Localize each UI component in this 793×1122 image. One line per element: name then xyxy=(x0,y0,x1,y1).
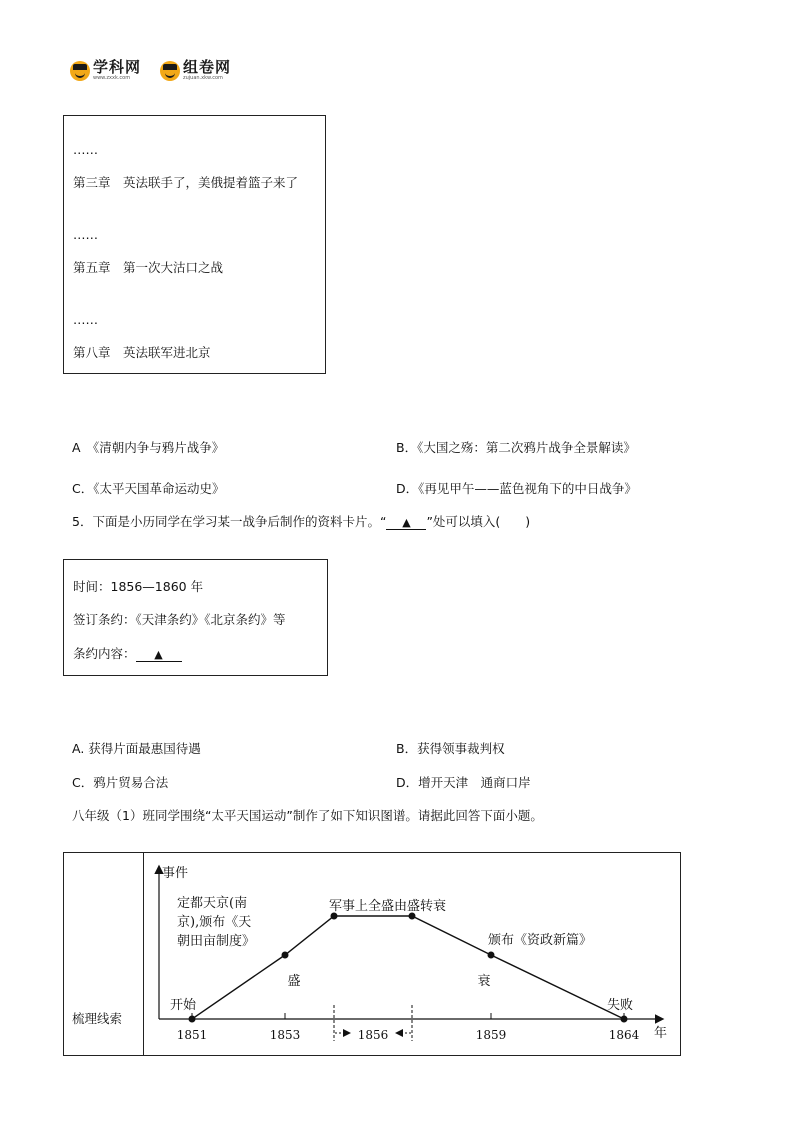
option-c[interactable]: C．鸦片贸易合法 xyxy=(72,775,169,790)
card-time: 时间：1856—1860 年 xyxy=(73,579,204,594)
tick-label: 1856 xyxy=(357,1028,389,1042)
zujuan-logo[interactable] xyxy=(160,60,231,81)
option-a[interactable]: A. 获得片面最惠国待遇 xyxy=(72,741,201,756)
chapter-list-box xyxy=(63,115,326,374)
logo-url: www.zxxk.com xyxy=(93,75,131,81)
event-point xyxy=(488,952,495,959)
intro-text: 八年级（1）班同学围绕“太平天国运动”制作了如下知识图谱。请据此回答下面小题。 xyxy=(72,808,543,823)
logo-name: 组卷网 xyxy=(183,58,232,76)
xueke-logo[interactable] xyxy=(70,60,141,81)
tick-label: 1859 xyxy=(475,1028,507,1042)
chapter-line: …… xyxy=(73,227,98,242)
chapter-line: …… xyxy=(73,142,98,157)
row-label: 梳理线索 xyxy=(72,1011,123,1026)
card-content xyxy=(73,644,182,662)
option-b[interactable]: B．获得领事裁判权 xyxy=(396,741,505,756)
option-c[interactable]: C．《太平天国革命运动史》 xyxy=(72,481,225,496)
option-a[interactable]: A 《清朝内争与鸦片战争》 xyxy=(72,440,225,455)
logo-url: zujuan.xkw.com xyxy=(183,75,223,81)
y-axis-label: 事件 xyxy=(162,866,189,881)
option-d[interactable]: D．增开天津 通商口岸 xyxy=(396,775,531,790)
answer-blank: ▲ xyxy=(386,516,426,530)
timeline-chart xyxy=(144,853,680,1055)
point-label: 军事上全盛 xyxy=(329,899,395,914)
event-point xyxy=(282,952,289,959)
question-5-stem xyxy=(72,512,530,530)
point-label: 由盛转衰 xyxy=(394,899,447,914)
info-card xyxy=(63,559,328,676)
trend-line xyxy=(192,916,624,1019)
chapter-line: …… xyxy=(73,312,98,327)
answer-blank: ▲ xyxy=(136,648,182,662)
point-label: 颁布《资政新篇》 xyxy=(488,933,593,948)
tick-label: 1853 xyxy=(269,1028,301,1042)
point-label-line: 朝田亩制度》 xyxy=(177,934,256,949)
card-treaties: 签订条约：《天津条约》《北京条约》等 xyxy=(73,612,286,627)
tick-label: 1851 xyxy=(176,1028,208,1042)
stem-text: 5．下面是小历同学在学习某一战争后制作的资料卡片。“ xyxy=(72,514,387,529)
option-b[interactable]: B．《大国之殇：第二次鸦片战争全景解读》 xyxy=(396,440,636,455)
point-label-line: 京),颁布《天 xyxy=(177,915,252,930)
phase-label: 衰 xyxy=(477,974,491,989)
chapter-line: 第三章 英法联手了，美俄提着篮子来了 xyxy=(73,175,299,190)
point-label: 开始 xyxy=(170,998,197,1013)
tick-label: 1864 xyxy=(608,1028,640,1042)
stem-text: ”处可以填入( ) xyxy=(426,514,531,529)
x-axis-label: 年 xyxy=(654,1026,668,1041)
event-point xyxy=(189,1016,196,1023)
point-label-line: 定都天京(南 xyxy=(177,896,248,911)
phase-label: 盛 xyxy=(287,974,301,989)
chapter-line: 第五章 第一次大沽口之战 xyxy=(73,260,224,275)
option-d[interactable]: D．《再见甲午——蓝色视角下的中日战争》 xyxy=(396,481,637,496)
logo-name: 学科网 xyxy=(93,58,142,76)
chapter-line: 第八章 英法联军进北京 xyxy=(73,345,211,360)
owl-logo-icon xyxy=(160,61,180,81)
card-content-label: 条约内容： xyxy=(73,646,136,661)
owl-logo-icon xyxy=(70,61,90,81)
point-label: 失败 xyxy=(607,998,634,1013)
event-point xyxy=(621,1016,628,1023)
